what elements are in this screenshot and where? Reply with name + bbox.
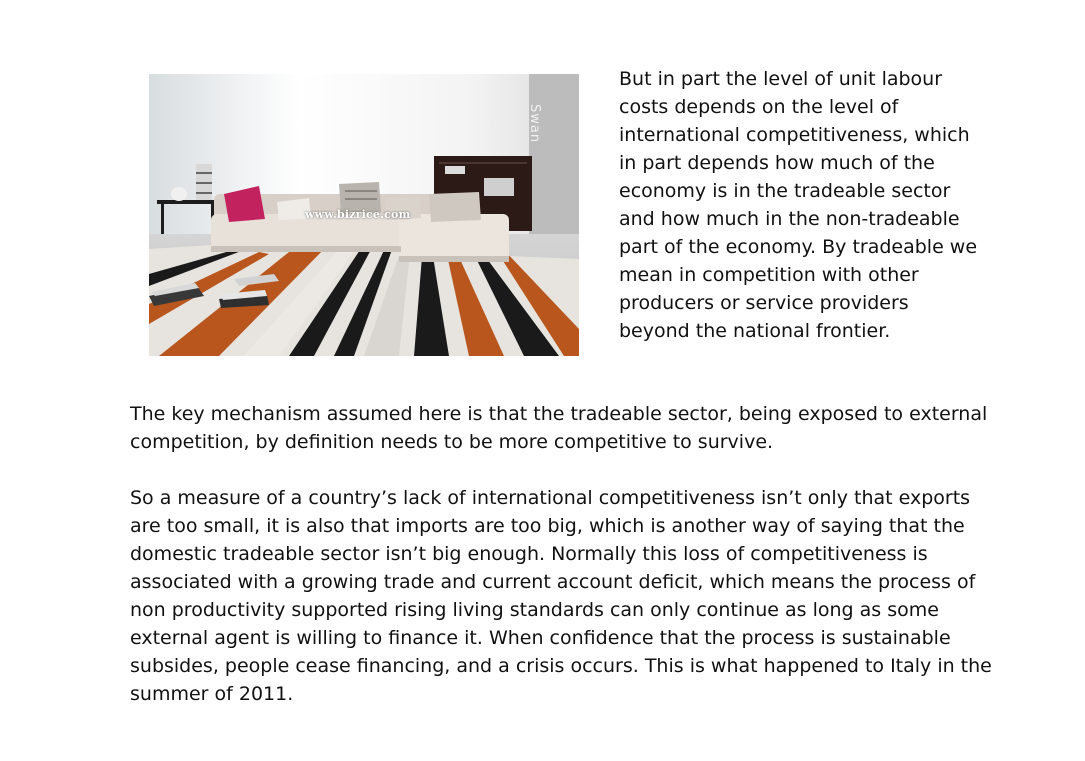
living-room-photo xyxy=(149,74,579,356)
side-paragraph: But in part the level of unit labour costs depends on the level of international competitiveness, which in part depends how much of the economy is in the tradeable sector and how much in the non-tradeable part of the economy. By tradeable we mean in competition with other producers or service providers beyond the national frontier. xyxy=(619,68,978,342)
brand-label: Swan xyxy=(527,104,542,144)
watermark-text: www.bizrice.com xyxy=(305,208,411,221)
body-paragraph-1: The key mechanism assumed here is that the tradeable sector, being exposed to external competition, by definition needs to be more competitive to survive. xyxy=(130,403,988,453)
body-paragraph-2: So a measure of a country’s lack of international competitiveness isn’t only that exports are too small, it is also that imports are too big, which is another way of saying that the domestic tradeable sector isn’t big enough. Normally this loss of competitiveness is associated with a growing trade and current account deficit, which means the process of non productivity supported rising living standards can only continue as long as some external agent is willing to finance it. When confidence that the process is sustainable subsides, people cease financing, and a crisis occurs. This is what happened to Italy in the summer of 2011. xyxy=(130,487,992,705)
